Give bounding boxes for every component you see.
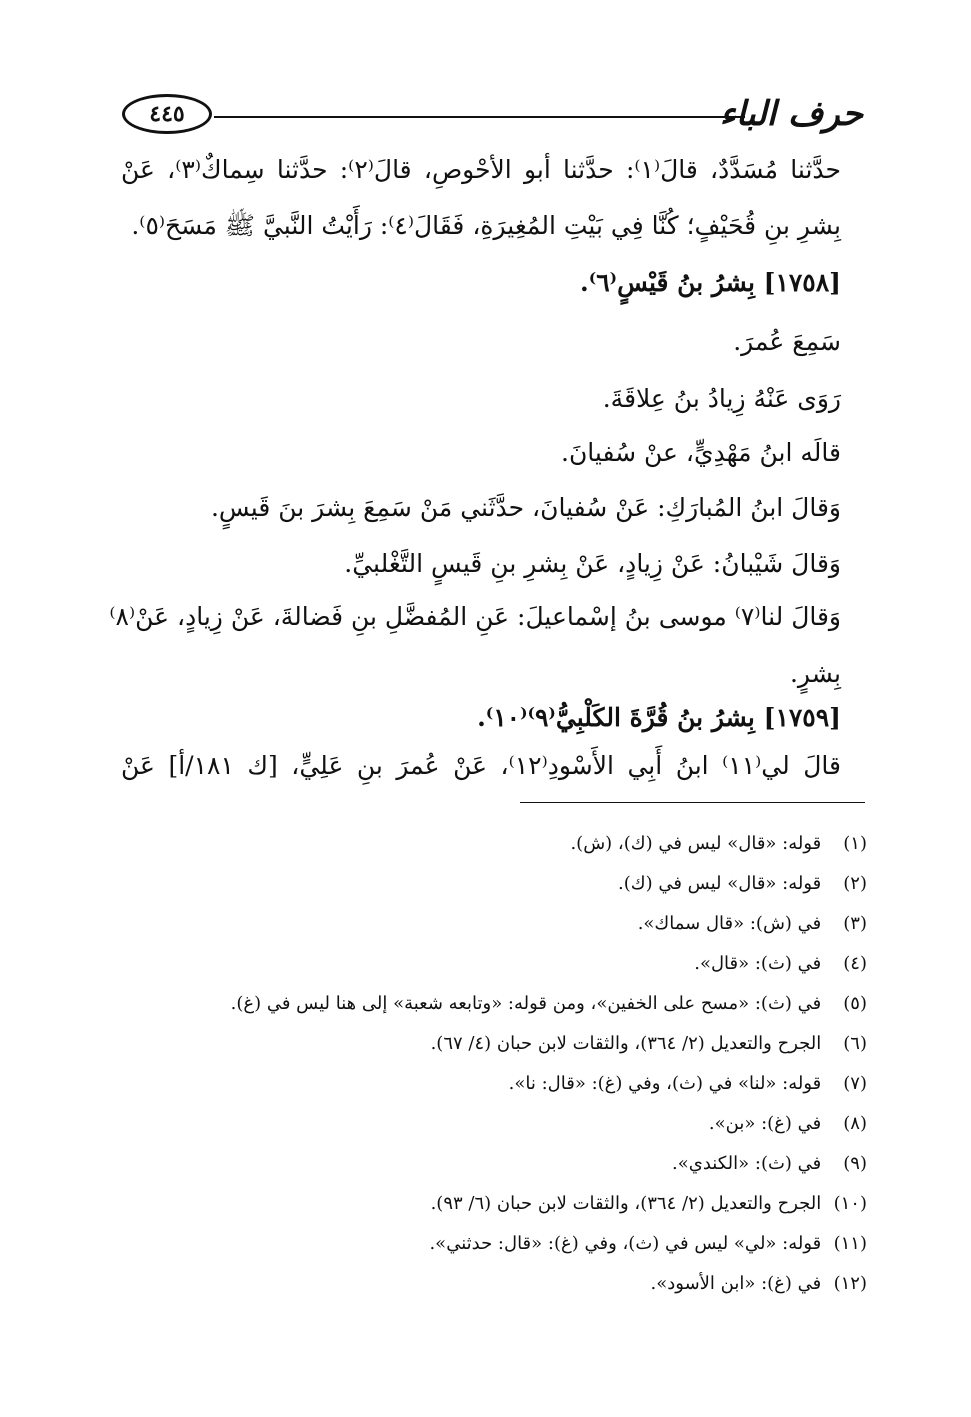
footnote-text: الجرح والتعديل (٢/ ٣٦٤)، والثقات لابن حبان (٤/ ٦٧). — [430, 1033, 822, 1054]
page-number: ٤٤٥ — [122, 94, 212, 134]
footnote — [107, 1150, 867, 1178]
text-line: وَقالَ شَيْبانُ: عَنْ زِيادٍ، عَنْ بِشرِ بنِ قَيسٍ التَّغْلبيِّ. — [344, 549, 841, 578]
text-line: حدَّثنا مُسَدَّدٌ، قالَ⁽١⁾: حدَّثنا أبو الأحْوصِ، قالَ⁽٢⁾: حدَّثنا سِماكٌ⁽٣⁾، عَنْ — [121, 155, 842, 184]
chapter-title: حرف الباء — [719, 94, 863, 134]
footnote — [107, 1190, 867, 1218]
footnote-text: في (غ): «بن». — [708, 1113, 822, 1134]
footnote-text: في (ث): «قال». — [694, 953, 822, 974]
text-line: قالَ لي⁽١١⁾ ابنُ أَبِي الأَسْودِ⁽١٢⁾، عَنْ عُمرَ بنِ عَلِيٍّ، [ك ١٨١/أ] عَنْ — [121, 751, 841, 780]
footnote-text: في (ث): «الكندي». — [672, 1153, 822, 1174]
footnote-number: (٣) — [843, 913, 867, 934]
footnote-text: قوله: «قال» ليس في (ك)، (ش). — [570, 833, 822, 854]
footnote-number: (١٠) — [833, 1193, 867, 1214]
footnote-number: (٨) — [843, 1113, 867, 1134]
footnote-text: قوله: «لي» ليس في (ث)، وفي (غ): «قال: حدثني». — [429, 1233, 822, 1254]
text-line: قالَه ابنُ مَهْدِيٍّ، عنْ سُفيانَ. — [561, 438, 841, 467]
footnote — [107, 1070, 867, 1098]
header-rule — [214, 116, 745, 118]
entry-heading-1759: [١٧٥٩] بِشرُ بنُ قُرَّةَ الكَلْبِيُّ⁽٩⁾⁽١٠⁾. — [477, 703, 841, 732]
footnote-text: قوله: «لنا» في (ث)، وفي (غ): «قال: نا». — [508, 1073, 822, 1094]
footnote-number: (٩) — [843, 1153, 867, 1174]
footnote-text: الجرح والتعديل (٢/ ٣٦٤)، والثقات لابن حبان (٦/ ٩٣). — [430, 1193, 822, 1214]
text-line: بِشرِ بنِ قُحَيْفٍ؛ كُنَّا فِي بَيْتِ المُغِيرَةِ، فَقَالَ⁽٤⁾: رَأَيْتُ النَّبيَّ ﷺ مَسَحَ⁽٥⁾. — [131, 211, 841, 240]
footnote-number: (٤) — [843, 953, 867, 974]
entry-heading-1758: [١٧٥٨] بِشرُ بنُ قَيْسٍ⁽٦⁾. — [580, 268, 841, 297]
text-line: بِشرٍ. — [789, 659, 841, 688]
footnote — [107, 870, 867, 898]
footnote-number: (٧) — [843, 1073, 867, 1094]
footnote — [107, 1030, 867, 1058]
footnote — [107, 950, 867, 978]
text-line: سَمِعَ عُمرَ. — [733, 327, 841, 356]
footnote-number: (٢) — [843, 873, 867, 894]
footnote-number: (١٢) — [833, 1273, 867, 1294]
footnote-text: في (غ): «ابن الأسود». — [650, 1273, 822, 1294]
footnote-number: (١١) — [833, 1233, 867, 1254]
footnote-number: (٦) — [843, 1033, 867, 1054]
footnote — [107, 830, 867, 858]
footnote-number: (١) — [843, 833, 867, 854]
footnote — [107, 1270, 867, 1298]
footnote-divider — [520, 802, 865, 803]
footnote-number: (٥) — [843, 993, 867, 1014]
footnote-text: في (ث): «مسح على الخفين»، ومن قوله: «وتابعه شعبة» إلى هنا ليس في (غ). — [230, 993, 822, 1014]
text-line: وَقالَ ابنُ المُبارَكِ: عَنْ سُفيانَ، حدَّثَني مَنْ سَمِعَ بِشرَ بنَ قَيسٍ. — [210, 493, 841, 522]
footnote — [107, 990, 867, 1018]
text-line: رَوَى عَنْهُ زِيادُ بنُ عِلاقَةَ. — [602, 384, 841, 413]
footnote — [107, 1230, 867, 1258]
footnote — [107, 1110, 867, 1138]
footnote-text: في (ش): «قال سماك». — [637, 913, 822, 934]
text-line: وَقالَ لنا⁽٧⁾ موسى بنُ إسْماعيلَ: عَنِ المُفضَّلِ بنِ فَضالةَ، عَنْ زِيادٍ، عَنْ⁽٨⁾ — [109, 602, 841, 631]
page-header — [118, 92, 863, 138]
footnote — [107, 910, 867, 938]
footnote-text: قوله: «قال» ليس في (ك). — [618, 873, 822, 894]
